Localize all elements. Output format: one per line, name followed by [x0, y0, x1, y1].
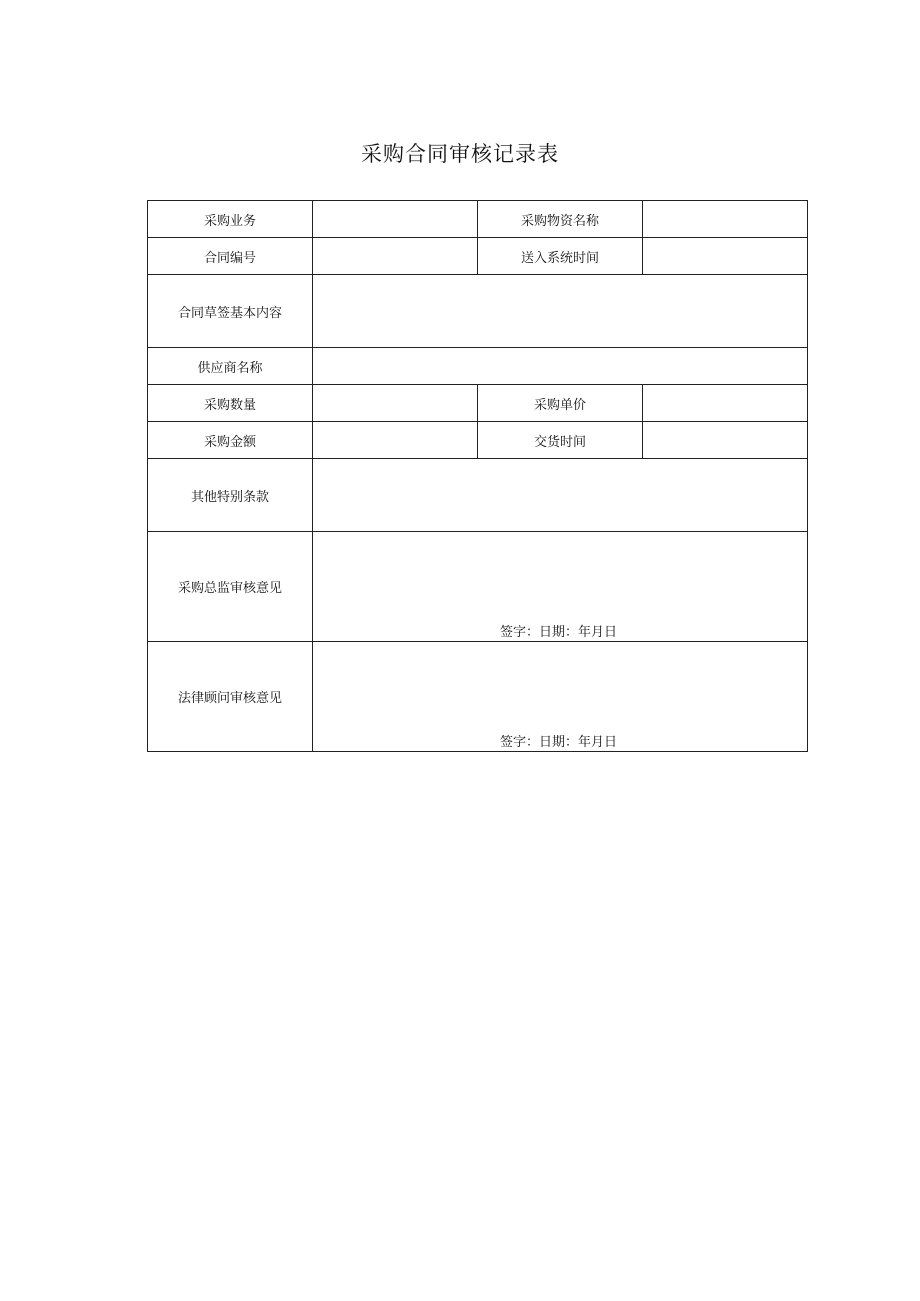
- legal-opinion-label: 法律顾问审核意见: [148, 642, 313, 752]
- legal-opinion-field[interactable]: [313, 642, 808, 752]
- form-row: [148, 385, 808, 422]
- contract-review-form: [147, 200, 808, 752]
- form-row: [148, 238, 808, 275]
- special-terms-field[interactable]: [313, 459, 808, 532]
- amount-field[interactable]: [313, 422, 478, 459]
- contract-draft-field[interactable]: [313, 275, 808, 348]
- form-row: [148, 642, 808, 752]
- unit-price-field[interactable]: [643, 385, 808, 422]
- material-name-label: 采购物资名称: [478, 201, 643, 238]
- material-name-field[interactable]: [643, 201, 808, 238]
- purchase-business-field[interactable]: [313, 201, 478, 238]
- contract-draft-label: 合同草签基本内容: [148, 275, 313, 348]
- supplier-name-field[interactable]: [313, 348, 808, 385]
- delivery-time-label: 交货时间: [478, 422, 643, 459]
- form-row: [148, 422, 808, 459]
- quantity-field[interactable]: [313, 385, 478, 422]
- delivery-time-field[interactable]: [643, 422, 808, 459]
- special-terms-label: 其他特别条款: [148, 459, 313, 532]
- form-row: [148, 201, 808, 238]
- form-row: [148, 459, 808, 532]
- supplier-name-label: 供应商名称: [148, 348, 313, 385]
- contract-no-field[interactable]: [313, 238, 478, 275]
- director-opinion-label: 采购总监审核意见: [148, 532, 313, 642]
- system-time-field[interactable]: [643, 238, 808, 275]
- purchase-business-label: 采购业务: [148, 201, 313, 238]
- system-time-label: 送入系统时间: [478, 238, 643, 275]
- amount-label: 采购金额: [148, 422, 313, 459]
- legal-signature-line: 签字：日期：年月日: [500, 735, 618, 750]
- form-row: [148, 532, 808, 642]
- document-title: 采购合同审核记录表: [361, 142, 559, 166]
- director-signature-line: 签字：日期：年月日: [500, 625, 618, 640]
- form-row: [148, 275, 808, 348]
- unit-price-label: 采购单价: [478, 385, 643, 422]
- director-opinion-field[interactable]: [313, 532, 808, 642]
- form-row: [148, 348, 808, 385]
- contract-no-label: 合同编号: [148, 238, 313, 275]
- quantity-label: 采购数量: [148, 385, 313, 422]
